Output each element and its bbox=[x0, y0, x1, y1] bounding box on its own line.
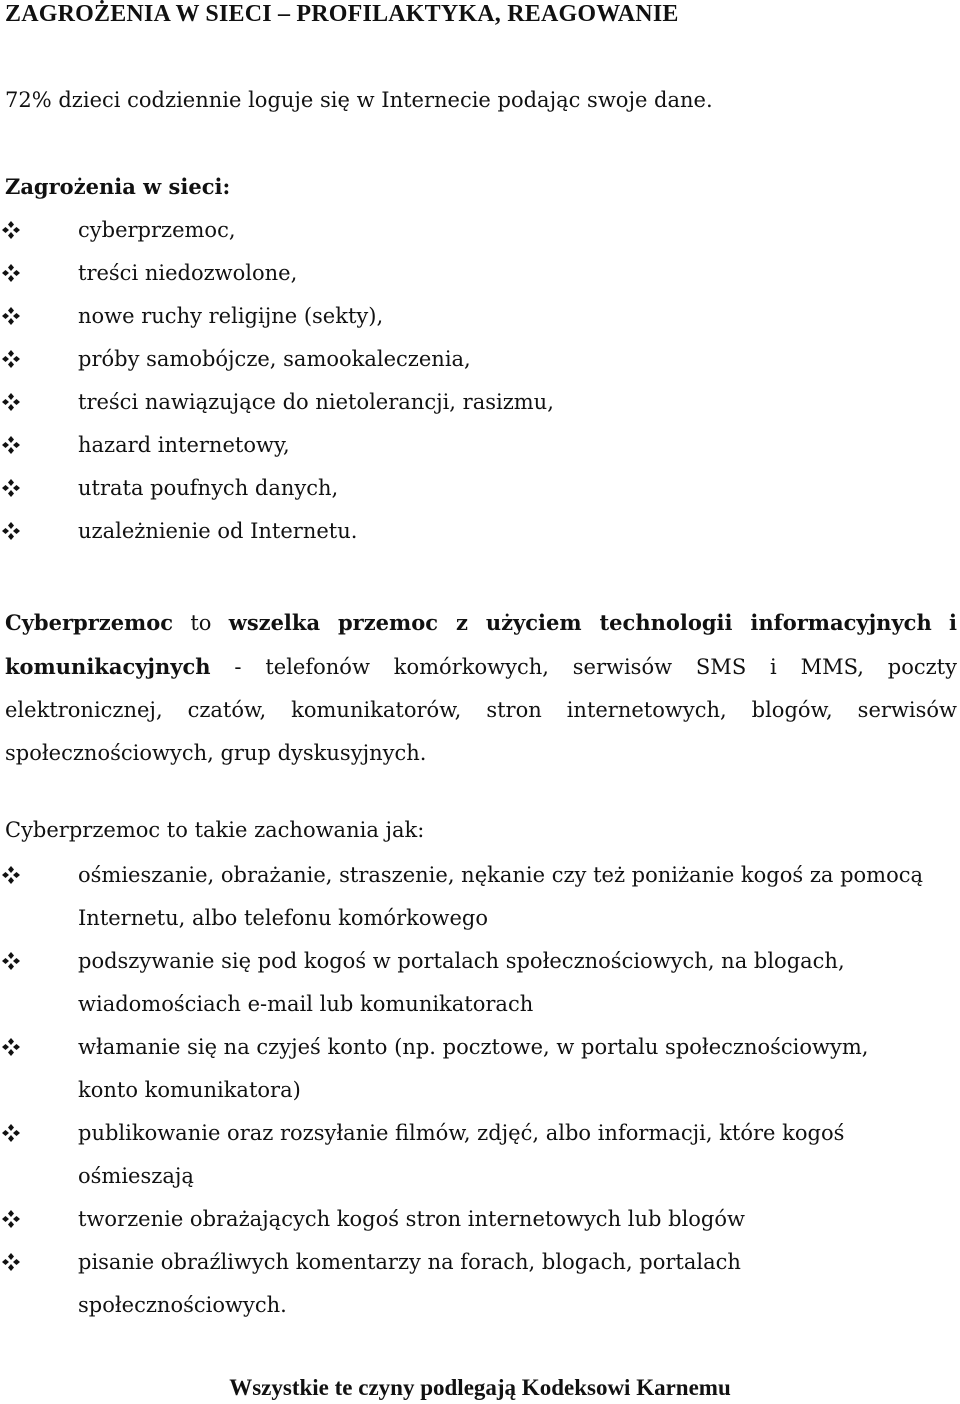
list-item-text-continued: wiadomościach e-mail lub komunikatorach bbox=[78, 992, 534, 1016]
list-item-text: treści nawiązujące do nietolerancji, rasizmu, bbox=[78, 390, 554, 414]
list-item-text-continued: konto komunikatora) bbox=[78, 1078, 301, 1102]
list-item-text: nowe ruchy religijne (sekty), bbox=[78, 304, 384, 328]
page-title: ZAGROŻENIA W SIECI – PROFILAKTYKA, REAGOWANIE bbox=[5, 1, 679, 27]
list-item-text: włamanie się na czyjeś konto (np. pocztowe, w portalu społecznościowym, bbox=[78, 1035, 869, 1059]
list-item-text-continued: społecznościowych. bbox=[78, 1293, 287, 1317]
four-diamond-bullet-icon bbox=[0, 474, 22, 502]
definition-term: Cyberprzemoc bbox=[5, 610, 174, 635]
four-diamond-bullet-icon bbox=[0, 517, 22, 545]
four-diamond-bullet-icon bbox=[0, 1119, 22, 1147]
four-diamond-bullet-icon bbox=[0, 388, 22, 416]
list-item-text: tworzenie obrażających kogoś stron internetowych lub blogów bbox=[78, 1207, 745, 1231]
list-item-text: pisanie obraźliwych komentarzy na forach, blogach, portalach bbox=[78, 1250, 741, 1274]
four-diamond-bullet-icon bbox=[0, 1205, 22, 1233]
definition-rest: - telefonów komórkowych, serwisów SMS i MMS, poczty elektronicznej, czatów, komunikatorów, stron internetowych, blogów, serwisów społecznościowych, grup dyskusyjnych. bbox=[5, 655, 957, 765]
list-item-text: podszywanie się pod kogoś w portalach społecznościowych, na blogach, bbox=[78, 949, 845, 973]
list-item-text: uzależnienie od Internetu. bbox=[78, 519, 358, 543]
definition-connector: to bbox=[173, 611, 229, 635]
list-item-text: hazard internetowy, bbox=[78, 433, 290, 457]
four-diamond-bullet-icon bbox=[0, 345, 22, 373]
list-item-text-continued: ośmieszają bbox=[78, 1164, 194, 1188]
threats-heading: Zagrożenia w sieci: bbox=[5, 174, 231, 199]
four-diamond-bullet-icon bbox=[0, 1248, 22, 1276]
four-diamond-bullet-icon bbox=[0, 216, 22, 244]
behaviors-intro: Cyberprzemoc to takie zachowania jak: bbox=[5, 818, 425, 842]
definition-bold-part1: wszelka przemoc z użyciem technologii informacyjnych bbox=[228, 610, 932, 635]
list-item-text: publikowanie oraz rozsyłanie filmów, zdjęć, albo informacji, które kogoś bbox=[78, 1121, 845, 1145]
list-item-text: treści niedozwolone, bbox=[78, 261, 298, 285]
four-diamond-bullet-icon bbox=[0, 947, 22, 975]
statistic-line: 72% dzieci codziennie loguje się w Internecie podając swoje dane. bbox=[5, 88, 713, 112]
footer-statement: Wszystkie te czyny podlegają Kodeksowi Karnemu bbox=[229, 1375, 731, 1400]
list-item-text: utrata poufnych danych, bbox=[78, 476, 339, 500]
four-diamond-bullet-icon bbox=[0, 259, 22, 287]
definition-bold-part2: i komunikacyjnych bbox=[5, 610, 957, 679]
list-item-text-continued: Internetu, albo telefonu komórkowego bbox=[78, 906, 488, 930]
list-item-text: ośmieszanie, obrażanie, straszenie, nękanie czy też poniżanie kogoś za pomocą bbox=[78, 863, 924, 887]
four-diamond-bullet-icon bbox=[0, 1033, 22, 1061]
four-diamond-bullet-icon bbox=[0, 861, 22, 889]
list-item-text: cyberprzemoc, bbox=[78, 218, 236, 242]
definition-paragraph bbox=[5, 601, 957, 775]
four-diamond-bullet-icon bbox=[0, 302, 22, 330]
list-item-text: próby samobójcze, samookaleczenia, bbox=[78, 347, 471, 371]
four-diamond-bullet-icon bbox=[0, 431, 22, 459]
